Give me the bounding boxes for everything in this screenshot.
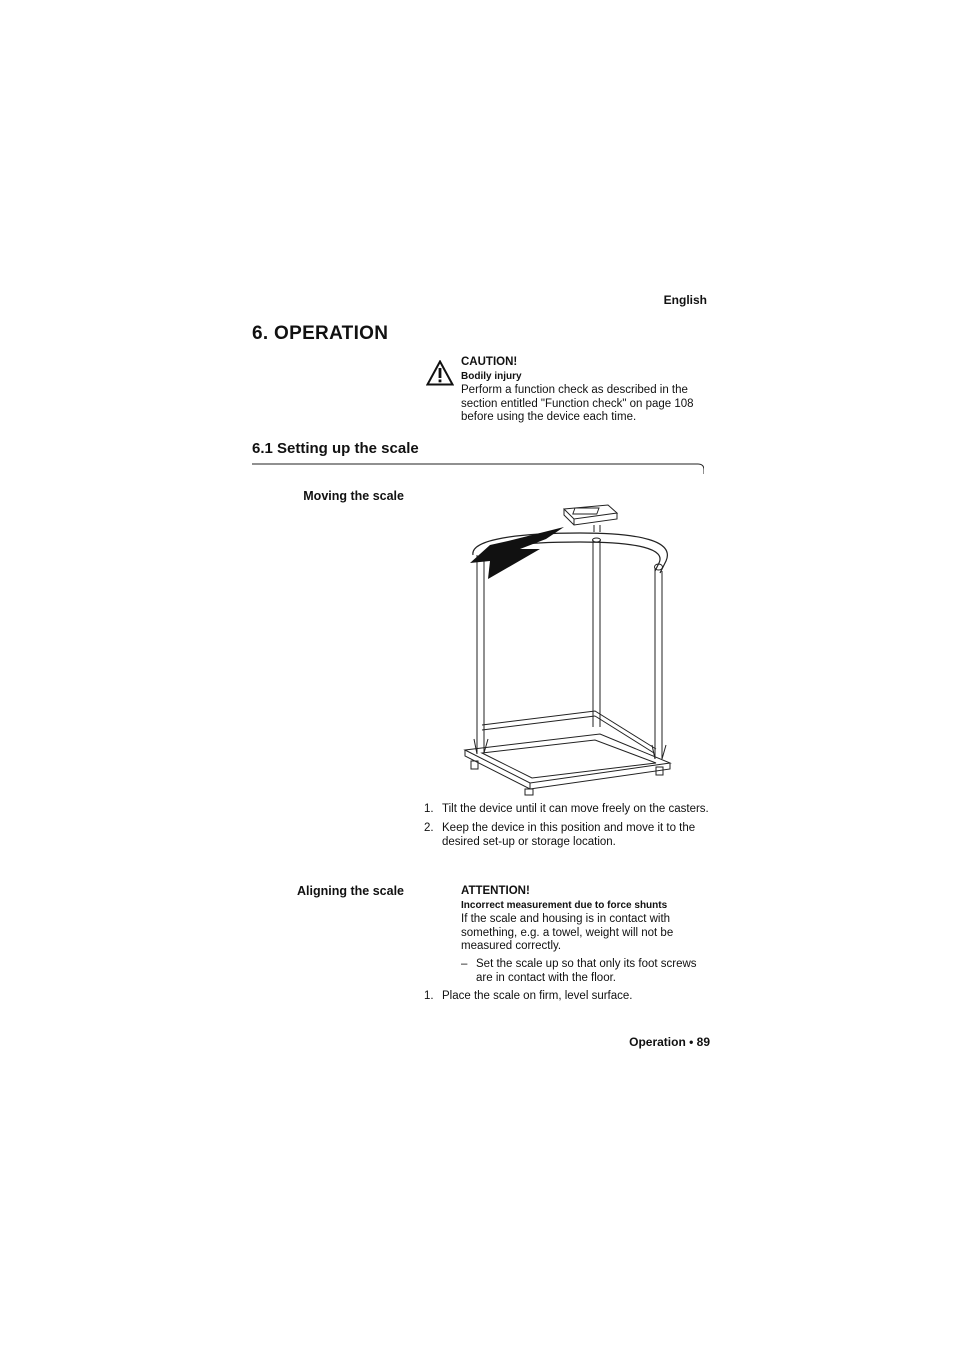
attention-subtitle: Incorrect measurement due to force shunts <box>461 900 668 911</box>
attention-instruction: – Set the scale up so that only its foot screws are in contact with the floor. <box>461 957 697 984</box>
scale-illustration <box>460 497 675 797</box>
aligning-label: Aligning the scale <box>297 884 404 898</box>
section-title: 6.1 Setting up the scale <box>252 440 419 457</box>
list-item: 1. Place the scale on firm, level surface. <box>424 990 633 1002</box>
aligning-steps <box>424 989 714 1008</box>
attention-notice <box>461 884 711 985</box>
list-item: 1. Tilt the device until it can move freely on the casters. <box>424 803 709 815</box>
caution-text: Perform a function check as described in the section entitled "Function check" on page 108 before using the device each time. <box>461 384 694 423</box>
section-rule <box>252 463 704 475</box>
warning-triangle-icon <box>426 360 454 386</box>
attention-title: ATTENTION! <box>461 885 530 897</box>
moving-label: Moving the scale <box>303 489 404 503</box>
list-item: 2. Keep the device in this position and move it to the desired set-up or storage location. <box>424 822 696 848</box>
page-footer: Operation • 89 <box>629 1035 710 1049</box>
moving-steps <box>424 802 714 854</box>
caution-notice <box>461 355 711 425</box>
caution-subtitle: Bodily injury <box>461 371 522 382</box>
caution-title: CAUTION! <box>461 356 518 368</box>
chapter-title: 6. OPERATION <box>252 323 389 344</box>
page-language: English <box>663 293 707 307</box>
attention-text: If the scale and housing is in contact with something, e.g. a towel, weight will not be measured correctly. <box>461 913 674 952</box>
